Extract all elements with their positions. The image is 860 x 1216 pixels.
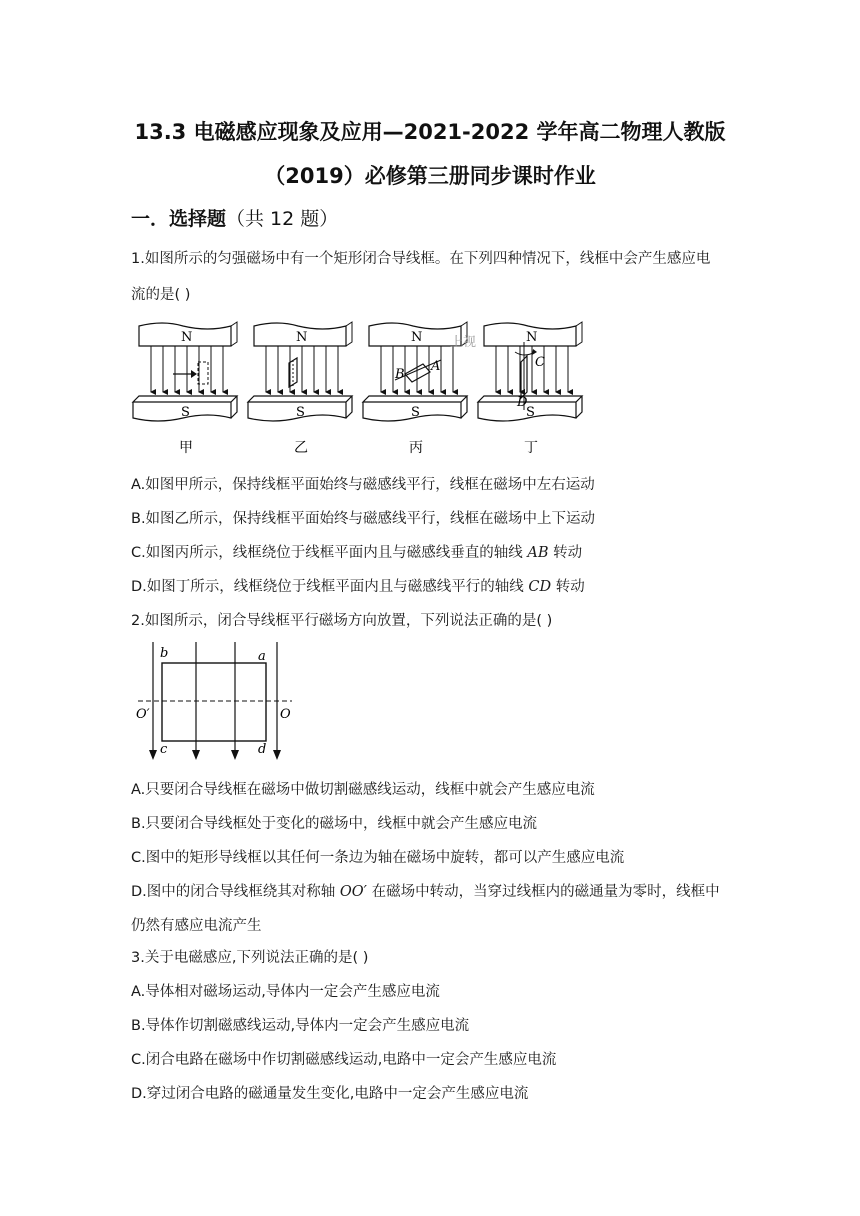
q1-option-c-end: 转动 (548, 545, 583, 561)
q3-option-d: D.穿过闭合电路的磁通量发生变化,电路中一定会产生感应电流 (131, 1086, 529, 1102)
label-a: A (431, 359, 441, 374)
q1-figure (125, 318, 605, 466)
q3-option-a: A.导体相对磁场运动,导体内一定会产生感应电流 (131, 984, 440, 1000)
document-title-line-1: 13.3 电磁感应现象及应用—2021-2022 学年高二物理人教版 (134, 120, 726, 144)
magnet-diagram-yi (248, 322, 352, 456)
q1-stem-line-2: 流的是( ) (131, 287, 191, 303)
svg-text:上视: 上视 (450, 335, 477, 350)
label-b: B (395, 367, 405, 382)
frame-jia (173, 362, 208, 384)
wire-frame (162, 663, 266, 741)
q3-stem: 3.关于电磁感应,下列说法正确的是( ) (131, 950, 369, 966)
document-title-line-2: （2019）必修第三册同步课时作业 (264, 164, 596, 188)
q2-label-b: b (160, 646, 169, 661)
q1-option-b: B.如图乙所示，保持线框平面始终与磁感线平行，线框在磁场中上下运动 (131, 511, 596, 527)
label-c: C (535, 355, 545, 370)
q2-stem: 2.如图所示，闭合导线框平行磁场方向放置，下列说法正确的是( ) (131, 613, 553, 629)
q2-label-a: a (258, 649, 266, 664)
section-label: 一．选择题 (131, 208, 227, 230)
figure-caption-ding: 丁 (524, 440, 538, 456)
section-heading (131, 204, 338, 231)
q2-option-c: C.图中的矩形导线框以其任何一条边为轴在磁场中旋转，都可以产生感应电流 (131, 850, 625, 866)
figure-caption-yi: 乙 (294, 440, 308, 456)
q2-option-d (131, 880, 720, 901)
magnet-diagram-ding (478, 322, 582, 456)
pole-s-label: S (296, 405, 305, 420)
q2-option-d-line-2: 仍然有感应电流产生 (131, 918, 262, 934)
q2-option-b: B.只要闭合导线框处于变化的磁场中，线框中就会产生感应电流 (131, 816, 538, 832)
q2-label-c: c (160, 742, 168, 757)
q1-stem-line-1: 1.如图所示的匀强磁场中有一个矩形闭合导线框。在下列四种情况下，线框中会产生感应电 (131, 251, 711, 267)
q2-option-a: A.只要闭合导线框在磁场中做切割磁感线运动，线框中就会产生感应电流 (131, 782, 595, 798)
q2-option-d-axis: OO′ (339, 884, 367, 900)
pole-s-label: S (181, 405, 190, 420)
label-d: D (517, 395, 528, 410)
q1-option-d-end: 转动 (551, 579, 585, 595)
q2-label-d: d (258, 742, 267, 757)
q1-option-c-axis: AB (527, 545, 549, 561)
q2-label-o-prime: O′ (136, 707, 150, 722)
q2-label-o: O (280, 707, 291, 722)
magnet-diagram-jia (133, 322, 237, 456)
pole-s-label: S (526, 405, 535, 420)
q1-option-d-text: D.如图丁所示，线框绕位于线框平面内且与磁感线平行的轴线 (131, 579, 529, 595)
q3-option-b: B.导体作切割磁感线运动,导体内一定会产生感应电流 (131, 1018, 470, 1034)
q2-option-d-text: D.图中的闭合导线框绕其对称轴 (131, 884, 340, 900)
q3-option-c: C.闭合电路在磁场中作切割磁感线运动,电路中一定会产生感应电流 (131, 1052, 557, 1068)
pole-n-label: N (181, 330, 193, 345)
figure-caption-bing: 丙 (409, 440, 423, 456)
q1-option-c (131, 541, 582, 562)
pole-n-label: N (526, 330, 538, 345)
q1-option-c-text: C.如图丙所示，线框绕位于线框平面内且与磁感线垂直的轴线 (131, 545, 528, 561)
pole-s-label: S (411, 405, 420, 420)
q2-option-d-cont: 在磁场中转动，当穿过线框内的磁通量为零时，线框中 (366, 884, 720, 900)
pole-n-label: N (296, 330, 308, 345)
section-count: （共 12 题） (226, 208, 339, 230)
q1-option-d-axis: CD (528, 579, 552, 595)
figure-caption-jia: 甲 (179, 440, 193, 456)
q1-option-d (131, 575, 585, 596)
q1-option-a: A.如图甲所示，保持线框平面始终与磁感线平行，线框在磁场中左右运动 (131, 477, 595, 493)
pole-n-label: N (411, 330, 423, 345)
q2-figure (130, 640, 300, 764)
